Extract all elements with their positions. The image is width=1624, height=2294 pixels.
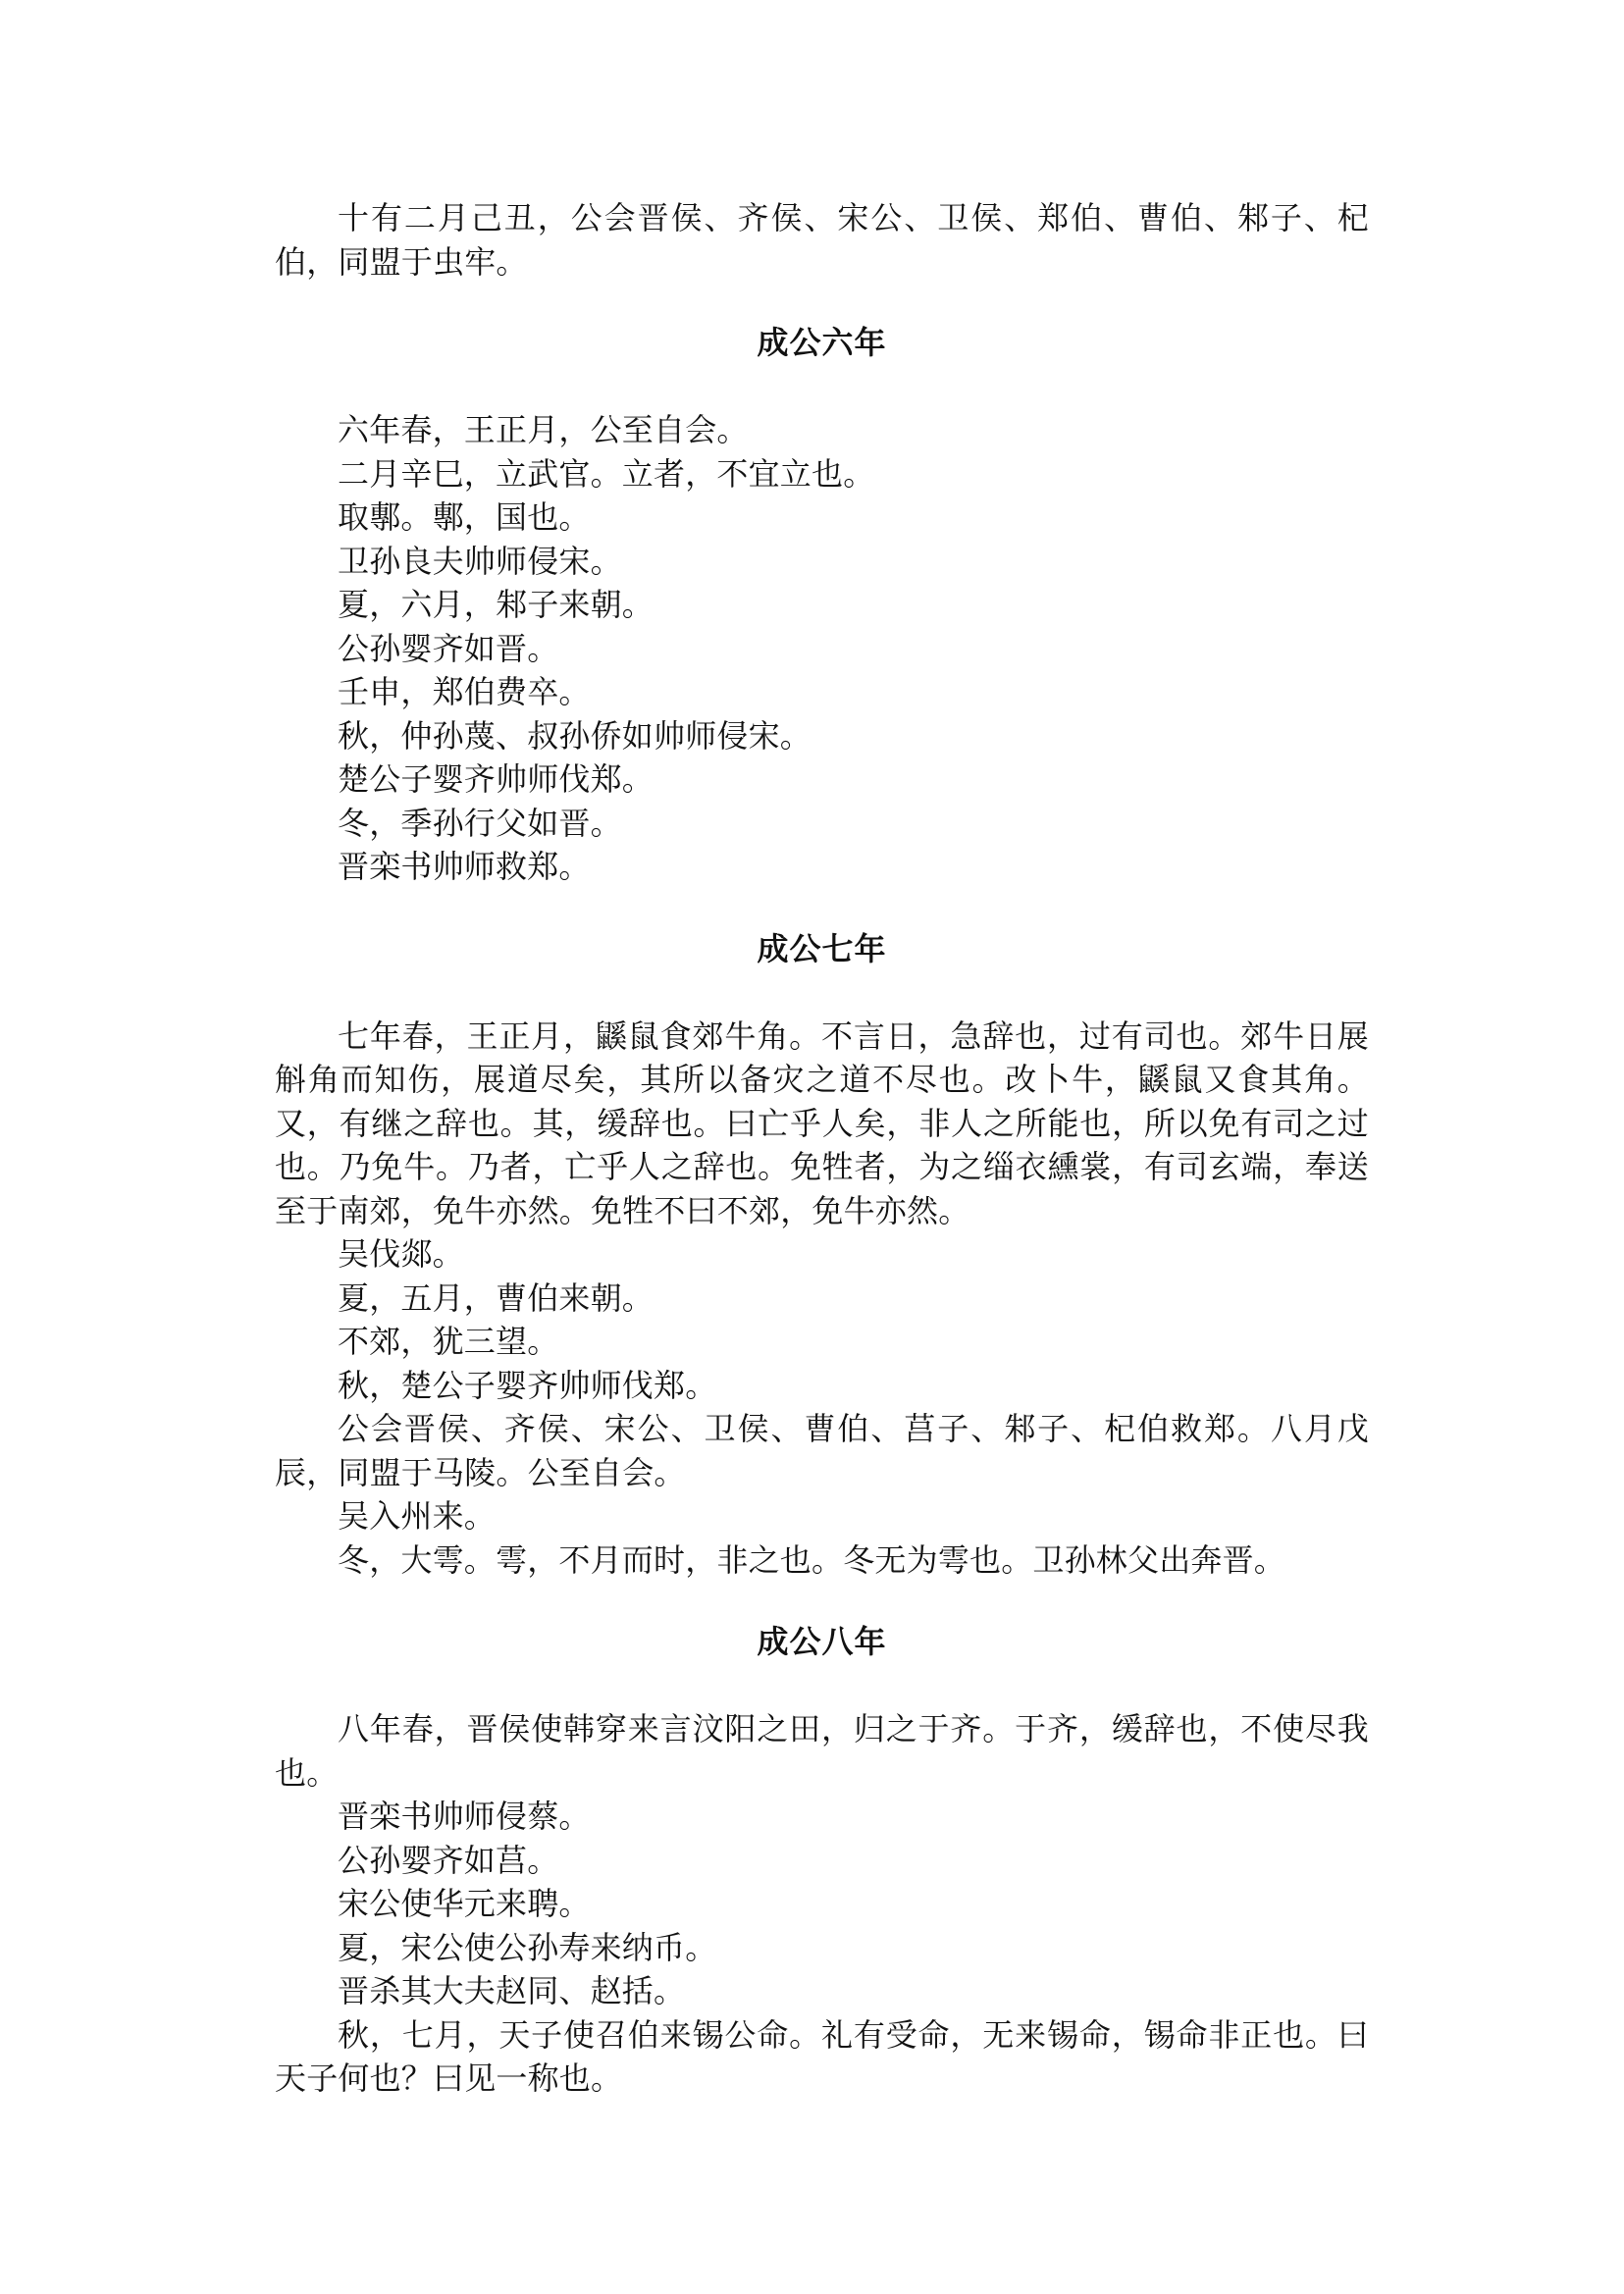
paragraph: 吴入州来。 bbox=[338, 1497, 497, 1535]
section-title-year-6: 成公六年 bbox=[757, 324, 887, 361]
paragraph: 八年春，晋侯使韩穿来言汶阳之田，归之于齐。于齐，缓辞也，不使尽我也。 bbox=[275, 1710, 1369, 1792]
paragraph: 吴伐郯。 bbox=[338, 1235, 464, 1273]
section-title-year-7: 成公七年 bbox=[757, 929, 887, 967]
section-year-6 bbox=[275, 408, 1369, 889]
paragraph: 夏，六月，邾子来朝。 bbox=[338, 586, 655, 623]
paragraph: 秋，七月，天子使召伯来锡公命。礼有受命，无来锡命，锡命非正也。曰天子何也？曰见一称也。 bbox=[275, 2015, 1369, 2097]
paragraph: 晋杀其大夫赵同、赵括。 bbox=[338, 1972, 686, 2009]
paragraph: 七年春，王正月，鼷鼠食郊牛角。不言日，急辞也，过有司也。郊牛日展斛角而知伤，展道尽矣，其所以备灾之道不尽也。改卜牛，鼷鼠又食其角。又，有继之辞也。其，缓辞也。曰亡乎人矣，非人之所能也，所以免有司之过也。乃免牛。乃者，亡乎人之辞也。免牲者，为之缁衣纁裳，有司玄端，奉送至于南郊，免牛亦然。免牲不曰不郊，免牛亦然。 bbox=[275, 1017, 1369, 1229]
document-page bbox=[275, 196, 1369, 2101]
paragraph: 秋，仲孙蔑、叔孙侨如帅师侵宋。 bbox=[338, 716, 812, 755]
paragraph: 公孙婴齐如莒。 bbox=[338, 1841, 559, 1879]
paragraph: 冬，大雩。雩，不月而时，非之也。冬无为雩也。卫孙林父出奔晋。 bbox=[338, 1540, 1286, 1579]
paragraph: 取鄟。鄟，国也。 bbox=[338, 498, 591, 536]
intro-paragraph: 十有二月己丑，公会晋侯、齐侯、宋公、卫侯、郑伯、曹伯、邾子、杞伯，同盟于虫牢。 bbox=[275, 199, 1369, 281]
paragraph: 夏，五月，曹伯来朝。 bbox=[338, 1278, 655, 1317]
paragraph: 公会晋侯、齐侯、宋公、卫侯、曹伯、莒子、邾子、杞伯救郑。八月戊辰，同盟于马陵。公至自会。 bbox=[275, 1410, 1369, 1491]
paragraph: 壬申，郑伯费卒。 bbox=[338, 673, 591, 710]
paragraph: 楚公子婴齐帅师伐郑。 bbox=[338, 760, 655, 798]
paragraph: 宋公使华元来聘。 bbox=[338, 1885, 591, 1922]
paragraph: 冬，季孙行父如晋。 bbox=[338, 804, 622, 842]
paragraph: 晋栾书帅师救郑。 bbox=[338, 848, 591, 885]
paragraph: 晋栾书帅师侵蔡。 bbox=[338, 1798, 591, 1835]
paragraph: 秋，楚公子婴齐帅师伐郑。 bbox=[338, 1366, 717, 1404]
paragraph: 六年春，王正月，公至自会。 bbox=[338, 411, 749, 448]
paragraph: 不郊，犹三望。 bbox=[338, 1323, 559, 1360]
section-year-8 bbox=[275, 1707, 1369, 2101]
section-year-7 bbox=[275, 1015, 1369, 1583]
paragraph: 卫孙良夫帅师侵宋。 bbox=[338, 542, 622, 580]
paragraph: 二月辛巳，立武官。立者，不宜立也。 bbox=[338, 454, 875, 493]
paragraph: 夏，宋公使公孙寿来纳币。 bbox=[338, 1928, 717, 1966]
section-title-year-8: 成公八年 bbox=[757, 1623, 887, 1660]
paragraph: 公孙婴齐如晋。 bbox=[338, 629, 559, 667]
